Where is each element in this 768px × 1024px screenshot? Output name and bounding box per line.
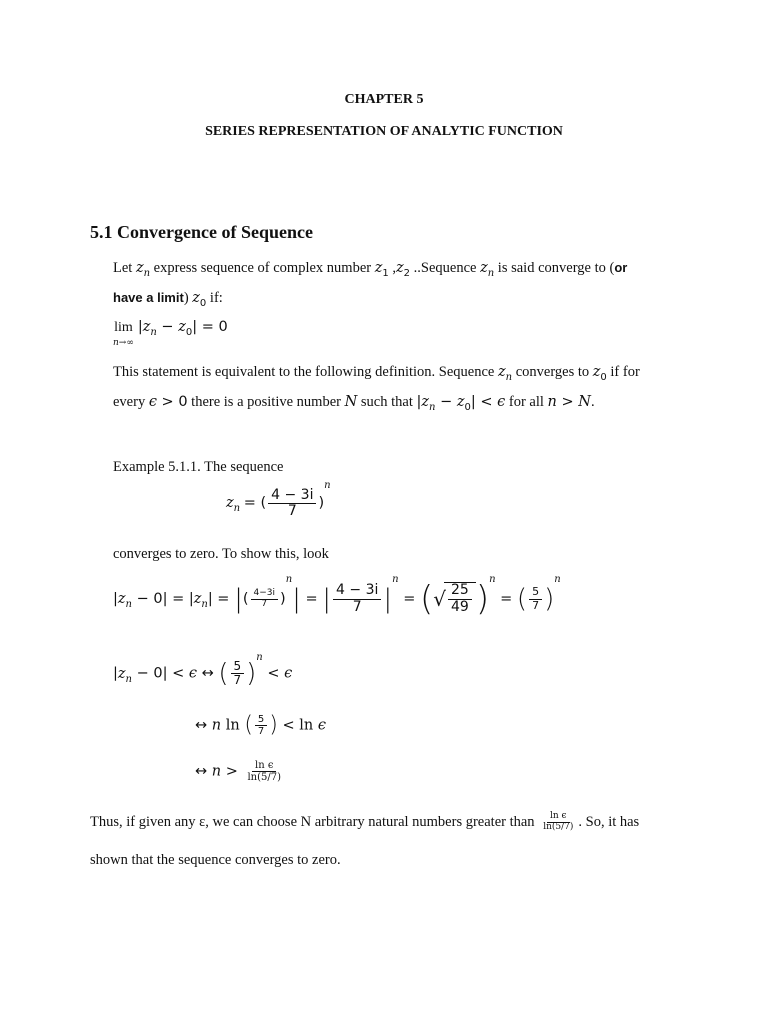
inequality-step-3: ↔ n > $\frac{\text{ln ϵ}}{\ln(5/7)}$: [195, 760, 282, 783]
conclusion-paragraph: Thus, if given any ε, we can choose N arbitrary natural numbers greater than $\frac{\text{ln ϵ}}{\ln(5/7)}$ . So, it has: [90, 811, 640, 833]
example-sequence-equation: $z_n$ = ( $\frac{4 - 3i}{7}$ )$^n$: [226, 480, 331, 520]
chapter-subtitle: SERIES REPRESENTATION OF ANALYTIC FUNCTION: [205, 124, 563, 139]
conclusion-paragraph-end: shown that the sequence converges to zero.: [90, 852, 341, 868]
equivalent-definition-paragraph: This statement is equivalent to the following definition. Sequence $z_n$ converges to $z_0$ if for every ϵ > 0 there is a positive number N such that $|z_n - z_0| < \epsilon$ for all n > N.: [113, 364, 640, 413]
inequality-step-2: ↔ n ln ( $\frac{5}{7}$ ) < ln ϵ: [195, 712, 326, 738]
modulus-equation: $|z_n - 0| = |z_n|$ = |( $\frac{4-3i}{7}$ )$^n$| = | $\frac{4 - 3i}{7}$ $|^n$ = (√ $\frac{25}{49}$ )$^n$ = ( $\frac{5}{7}$ )$^n$: [113, 574, 561, 619]
example-continuation: converges to zero. To show this, look: [113, 546, 329, 562]
section-title: 5.1 Convergence of Sequence: [90, 222, 313, 242]
chapter-heading: CHAPTER 5: [344, 92, 424, 107]
inequality-step-1: $|z_n - 0| < \epsilon$ ↔ ( $\frac{5}{7}$ )$^n$ < ϵ: [113, 652, 293, 689]
example-label: Example 5.1.1. The sequence: [113, 459, 284, 475]
limit-equation: lim $^{n\to\infty}$ $|z_n - z_0| = 0$: [113, 319, 228, 348]
definition-paragraph: Let $z_n$ express sequence of complex number $z_1$ $,z_2$ ..Sequence $z_n$ is said converge to (or have a limit) $z_0$ if:: [113, 260, 628, 309]
